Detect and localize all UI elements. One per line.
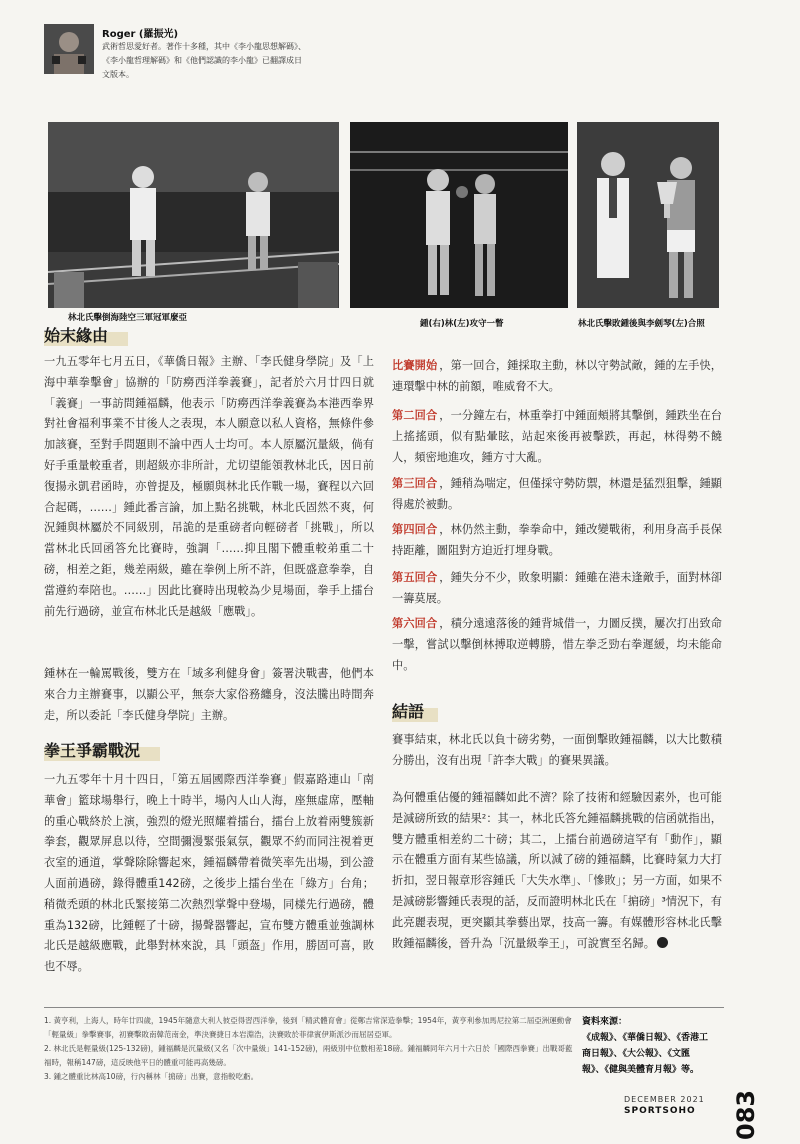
photo-knockdown xyxy=(48,122,339,308)
round-text: ，林仍然主動，拳拳命中，鍾改變戰術，利用身高手長保持距離，圖阻對方迫近打埋身戰。 xyxy=(392,523,722,557)
author-name: Roger (羅振光) xyxy=(102,29,179,40)
battle-paragraph: 一九五零年十月十四日，「第五屆國際西洋拳賽」假嘉路連山「南華會」籃球場舉行，晚上十時半，場內人山人海，座無虛席，壓軸的重心戰終於上演，強烈的燈光照耀着擂台，擂台上放着兩雙簇新拳套，觀眾屏息以待，空間彌漫緊張氣氛，觀眾不約而同注視着更衣室的通道，掌聲除除響起來，鍾福麟帶着微笑率先出場，到公證人面前過磅，錄得體重142磅，之後步上擂台坐在「綠方」台角；稍微禿頭的林北氏緊接第二次熱烈掌聲中登場，同樣先行過磅，體重為132磅，比鍾輕了十磅，揚聲器響起，宣布雙方體重並強調林北氏是越級應戰，此舉對林來說，具「頭盔」作用，勝固可喜，敗也不辱。 xyxy=(44,773,374,974)
photo-caption: 林北氏擊倒海陸空三軍冠軍麼亞 xyxy=(68,313,188,323)
round-text: ，第一回合，鍾採取主動，林以守勢試敵，鍾的左手快，連環擊中林的前額，唯威脅不大。 xyxy=(392,359,722,393)
conclusion-text: 為何體重佔優的鍾福麟如此不濟？除了技術和經驗因素外，也可能是減磅所致的結果²：其一，林北氏答允鍾福麟挑戰的信函就指出，雙方體重相差約二十磅；其二，上擂台前過磅這罕有「動作」，顯示在體重方面有某些協議，所以減了磅的鍾福麟，比賽時氣力大打折扣，翌日報章形容鍾氏「大失水準」、「慘敗」；另一方面，如果不是減磅影響鍾氏表現的話，反而證明林北氏在「掮磅」³情況下，有此亮麗表現，更突顯其拳藝出眾，技高一籌。有媒體形容林北氏擊敗鍾福麟後，晉升為「沉量級拳王」，可說實至名歸。 xyxy=(392,791,723,950)
author-photo xyxy=(44,24,94,74)
footnote: 2. 林北氏是輕量級(125-132磅)，鍾福麟是沉量級(又名「次中量級」141-152磅)，兩級別中位數相差18磅。鍾福麟同年六月十六日於「國際西拳賽」出戰哥藍福時，報稱147磅，這反映他平日的體重可能再高幾磅。 xyxy=(44,1044,573,1067)
round-label: 第六回合 xyxy=(392,617,438,630)
author-bio: 武術哲思愛好者。著作十多種，其中《李小龍思想解碼》、《李小龍哲理解碼》和《他們認識的李小龍》已翻譯成日文版本。 xyxy=(102,42,306,79)
round-paragraph xyxy=(392,474,722,516)
issue-date: DECEMBER 2021 xyxy=(624,1095,705,1104)
sources-box xyxy=(582,1014,712,1078)
sources-heading: 資料來源： xyxy=(582,1017,628,1027)
origin-paragraph: 一九五零年七月五日，《華僑日報》主辦、「李氏健身學院」及「上海中華拳擊會」協辦的「防癆西洋拳義賽」，記者於六月廿四日就「義賽」一事訪問鍾福麟，他表示「防癆西洋拳義賽為本港西拳界對社會福利事業不甘後人之表現，本人願意以私人資格，無條件參加該賽，至對手問題則不論中西人士均可。本人原屬沉量級，倘有好手重量較重者，則超級亦非所計，尤切望能領教林北氏，因日前復揚永凱君函時，亦曾提及，極願與林北氏作戰一場，賽程以六回合起碼，……」鍾此番言論，加上點名挑戰，林北氏固然不爽，何況鍾與林屬於不同級別，吊詭的是重磅者向輕磅者「挑戰」，所以當林北氏回函答允比賽時，強調「……抑且閣下體重較弟重二十磅，相差之鉅，幾差兩級，雖在拳例上所不許，但既盛意拳拳，自當遵約奉陪也。……」因此比賽時出現較為少見場面，拳手上擂台前先行過磅，並宣布林北氏是越級「應戰」。 xyxy=(44,355,374,618)
round-label: 比賽開始 xyxy=(392,359,438,372)
section-heading-battle: 拳王爭霸戰況 xyxy=(44,741,141,760)
footnotes xyxy=(44,1014,574,1084)
conclusion-paragraph-2 xyxy=(392,788,722,954)
footnote: 3. 鍾之體重比林高10磅，行內稱林「掮磅」出賽，意指較吃虧。 xyxy=(44,1072,259,1081)
photo-exchange xyxy=(350,122,568,308)
sources-text: 《成報》、《華僑日報》、《香港工商日報》、《大公報》、《文匯報》、《健與美體育月報》等。 xyxy=(582,1033,709,1075)
round-paragraph xyxy=(392,406,722,468)
footnote: 1. 黃亨利，上海人，時年廿四歲，1945年隨意大利人彼亞得習西洋拳，後到「精武體育會」從鄭吉常深造拳擊；1954年，黃亨利參加馬尼拉第二屆亞洲運動會「輕量級」拳擊賽事，初賽擊敗南韓范南金，準決賽捷日本岩淵浩，決賽敗於菲律賓伊斯派沙而屈居亞軍。 xyxy=(44,1016,572,1039)
section-heading-conclusion: 結語 xyxy=(392,702,425,721)
round-paragraph xyxy=(392,520,722,562)
page-number: 083 xyxy=(732,1089,760,1140)
origin-paragraph-2: 鍾林在一輪罵戰後，雙方在「域多利健身會」簽署決戰書，他們本來合力主辦賽事，以顯公平，無奈大家俗務纏身，沒法騰出時間奔走，所以委託「李氏健身學院」主辦。 xyxy=(44,667,374,722)
conclusion-paragraph: 賽事結束，林北氏以負十磅劣勢，一面倒擊敗鍾福麟，以大比數積分勝出，沒有出現「許李大戰」的賽果異議。 xyxy=(392,733,722,767)
end-mark-icon xyxy=(657,937,668,948)
photo-caption: 林北氏擊敗鍾後與李劍琴(左)合照 xyxy=(578,319,705,329)
round-text: ，鍾失分不少，敗象明顯：鍾雖在港未逢敵手，面對林卻一籌莫展。 xyxy=(392,571,722,605)
section-heading-origin: 始末緣由 xyxy=(44,326,109,345)
round-label: 第二回合 xyxy=(392,409,438,422)
magazine-brand: SPORTSOHO xyxy=(624,1106,696,1116)
round-paragraph xyxy=(392,568,722,610)
round-text: ，積分遠遠落後的鍾背城借一，力圖反撲，屢次打出致命一擊，嘗試以擊倒林搏取逆轉勝，惜左拳乏勁右拳遲緩，均未能命中。 xyxy=(392,617,722,672)
round-paragraph xyxy=(392,356,722,398)
round-paragraph xyxy=(392,614,722,676)
round-text: ，鍾稍為喘定，但僅採守勢防禦，林還是猛烈狙擊，鍾顯得處於被動。 xyxy=(392,477,722,511)
photo-trophy xyxy=(577,122,719,308)
round-label: 第三回合 xyxy=(392,477,438,490)
photo-caption: 鍾(右)林(左)攻守一瞥 xyxy=(420,319,504,329)
round-text: ，一分鐘左右，林重拳打中鍾面頰將其擊倒，鍾跌坐在台上搖搖頭，似有點暈眩，站起來後再被擊跌，再起，林得勢不饒人，頻密地進攻，鍾方寸大亂。 xyxy=(392,409,722,464)
round-label: 第五回合 xyxy=(392,571,438,584)
round-label: 第四回合 xyxy=(392,523,438,536)
footnote-divider xyxy=(44,1007,724,1008)
